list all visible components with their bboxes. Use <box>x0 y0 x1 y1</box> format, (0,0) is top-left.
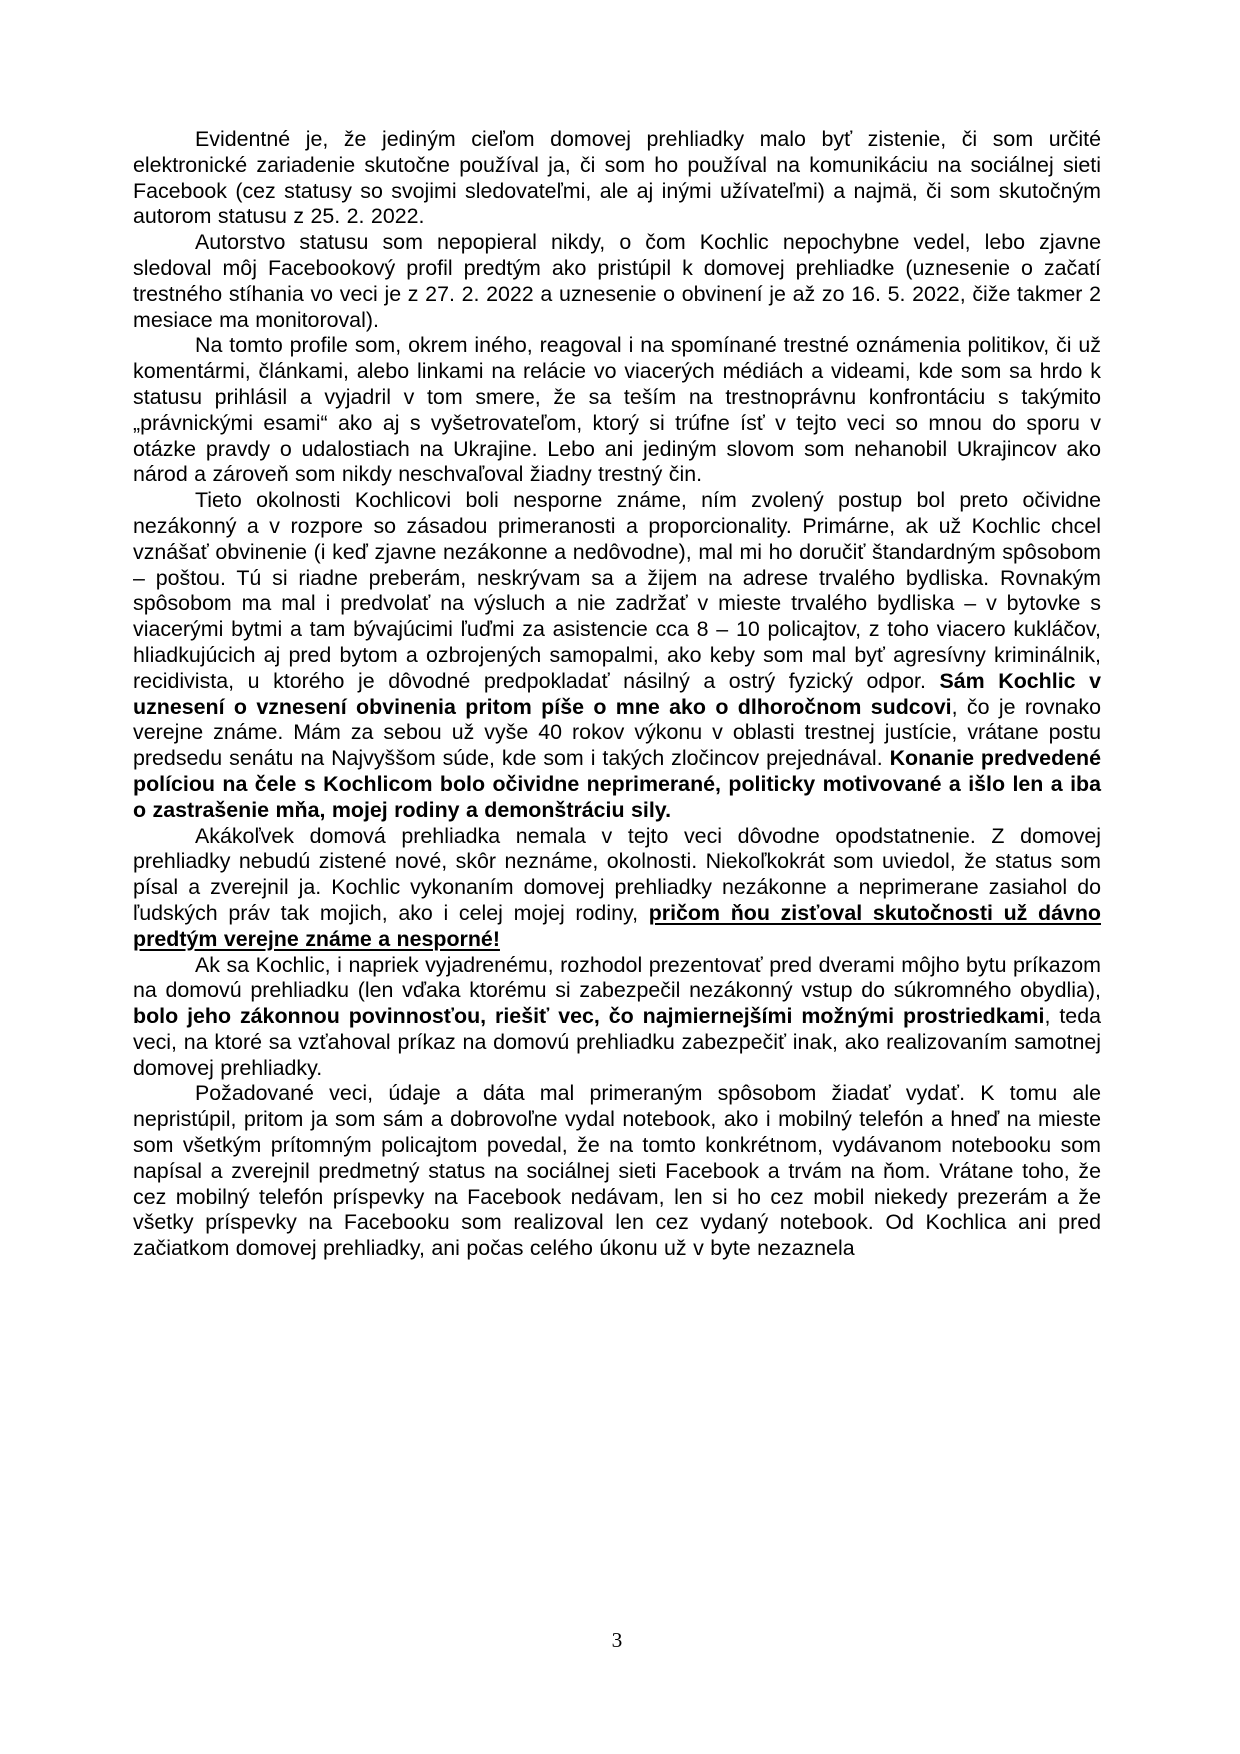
text-run: Požadované veci, údaje a dáta mal primeraným spôsobom žiadať vydať. K tomu ale nepristúpil, pritom ja som sám a dobrovoľne vydal notebook, ako i mobilný telefón a hneď na mieste som všetkým prítomným policajtom povedal, že na tomto konkrétnom, vydávanom notebooku som napísal a zverejnil predmetný status na sociálnej sieti Facebook a trvám na ňom. Vrátane toho, že cez mobilný telefón príspevky na Facebook nedávam, len si ho cez mobil niekedy prezerám a že všetky príspevky na Facebooku som realizoval len cez vydaný notebook. Od Kochlica ani pred začiatkom domovej prehliadky, ani počas celého úkonu už v byte nezaznela <box>133 1081 1101 1261</box>
text-run: Ak sa Kochlic, i napriek vyjadrenému, rozhodol prezentovať pred dverami môjho bytu príkazom na domovú prehliadku (len vďaka ktorému si zabezpečil nezákonný vstup do súkromného obydlia), <box>133 952 1101 1003</box>
paragraph-5 <box>133 824 1101 953</box>
paragraph-2 <box>133 230 1101 333</box>
text-run: Na tomto profile som, okrem iného, reagoval i na spomínané trestné oznámenia politikov, či už komentármi, článkami, alebo linkami na relácie vo viacerých médiách a videami, kde som sa hrdo k statusu prihlásil a vyjadril v tom smere, že sa teším na trestnoprávnu konfrontáciu s takýmito „právnickými esami“ ako aj s vyšetrovateľom, ktorý si trúfne ísť v tejto veci so mnou do sporu v otázke pravdy o udalostiach na Ukrajine. Lebo ani jediným slovom som nehanobil Ukrajincov ako národ a zároveň som nikdy neschvaľoval žiadny trestný čin. <box>133 333 1101 487</box>
paragraph-7 <box>133 1081 1101 1262</box>
text-run: Akákoľvek domová prehliadka nemala v tejto veci dôvodne opodstatnenie. Z domovej prehliadky nebudú zistené nové, skôr neznáme, okolnosti. Niekoľkokrát som uviedol, že status som písal a zverejnil ja. Kochlic vykonaním domovej prehliadky nezákonne a neprimerane zasiahol do ľudských práv tak mojich, ako i celej mojej rodiny, <box>133 823 1101 925</box>
text-run-bold: Sám Kochlic v uznesení o vznesení obvinenia pritom píše o mne ako o dlhoročnom sudcovi <box>133 668 1101 719</box>
text-run-bold-underline: pričom ňou zisťoval skutočnosti už dávno predtým verejne známe a nesporné! <box>133 900 1101 951</box>
text-run: Autorstvo statusu som nepopieral nikdy, o čom Kochlic nepochybne vedel, lebo zjavne sledoval môj Facebookový profil predtým ako pristúpil k domovej prehliadke (uznesenie o začatí trestného stíhania vo veci je z 27. 2. 2022 a uznesenie o obvinení je až zo 16. 5. 2022, čiže takmer 2 mesiace ma monitoroval). <box>133 230 1101 332</box>
page-number: 3 <box>611 1628 623 1652</box>
text-run-bold: Konanie predvedené políciou na čele s Kochlicom bolo očividne neprimerané, politicky motivované a išlo len a iba o zastrašenie mňa, mojej rodiny a demonštráciu sily. <box>133 746 1101 822</box>
text-run: , teda veci, na ktoré sa vzťahoval príkaz na domovú prehliadku zabezpečiť inak, ako realizovaním samotnej domovej prehliadky. <box>133 1004 1101 1080</box>
paragraph-6 <box>133 953 1101 1082</box>
text-run: Evidentné je, že jediným cieľom domovej prehliadky malo byť zistenie, či som určité elektronické zariadenie skutočne používal ja, či som ho používal na komunikáciu na sociálnej sieti Facebook (cez statusy so svojimi sledovateľmi, ale aj inými užívateľmi) a najmä, či som skutočným autorom statusu z 25. 2. 2022. <box>133 127 1101 229</box>
text-run: Tieto okolnosti Kochlicovi boli nesporne známe, ním zvolený postup bol preto očividne nezákonný a v rozpore so zásadou primeranosti a proporcionality. Primárne, ak už Kochlic chcel vznášať obvinenie (i keď zjavne nezákonne a nedôvodne), mal mi ho doručiť štandardným spôsobom – poštou. Tú si riadne preberám, neskrývam sa a žijem na adrese trvalého bydliska. Rovnakým spôsobom ma mal i predvolať na výsluch a nie zadržať v mieste trvalého bydliska – v bytovke s viacerými bytmi a tam bývajúcimi ľuďmi za asistencie cca 8 – 10 policajtov, z toho viacero kukláčov, hliadkujúcich aj pred bytom a ozbrojených samopalmi, ako keby som mal byť agresívny kriminálnik, recidivista, u ktorého je dôvodné predpokladať násilný a ostrý fyzický odpor. <box>133 488 1101 693</box>
paragraph-1 <box>133 127 1101 230</box>
paragraph-4 <box>133 488 1101 823</box>
paragraph-3 <box>133 333 1101 488</box>
text-run: , čo je rovnako verejne známe. Mám za sebou už vyše 40 rokov výkonu v oblasti trestnej justície, vrátane postu predsedu senátu na Najvyššom súde, kde som i takých zločincov prejednával. <box>133 694 1101 771</box>
document-body <box>133 127 1101 1262</box>
text-run-bold: bolo jeho zákonnou povinnosťou, riešiť vec, čo najmiernejšími možnými prostriedkami <box>133 1004 1045 1029</box>
